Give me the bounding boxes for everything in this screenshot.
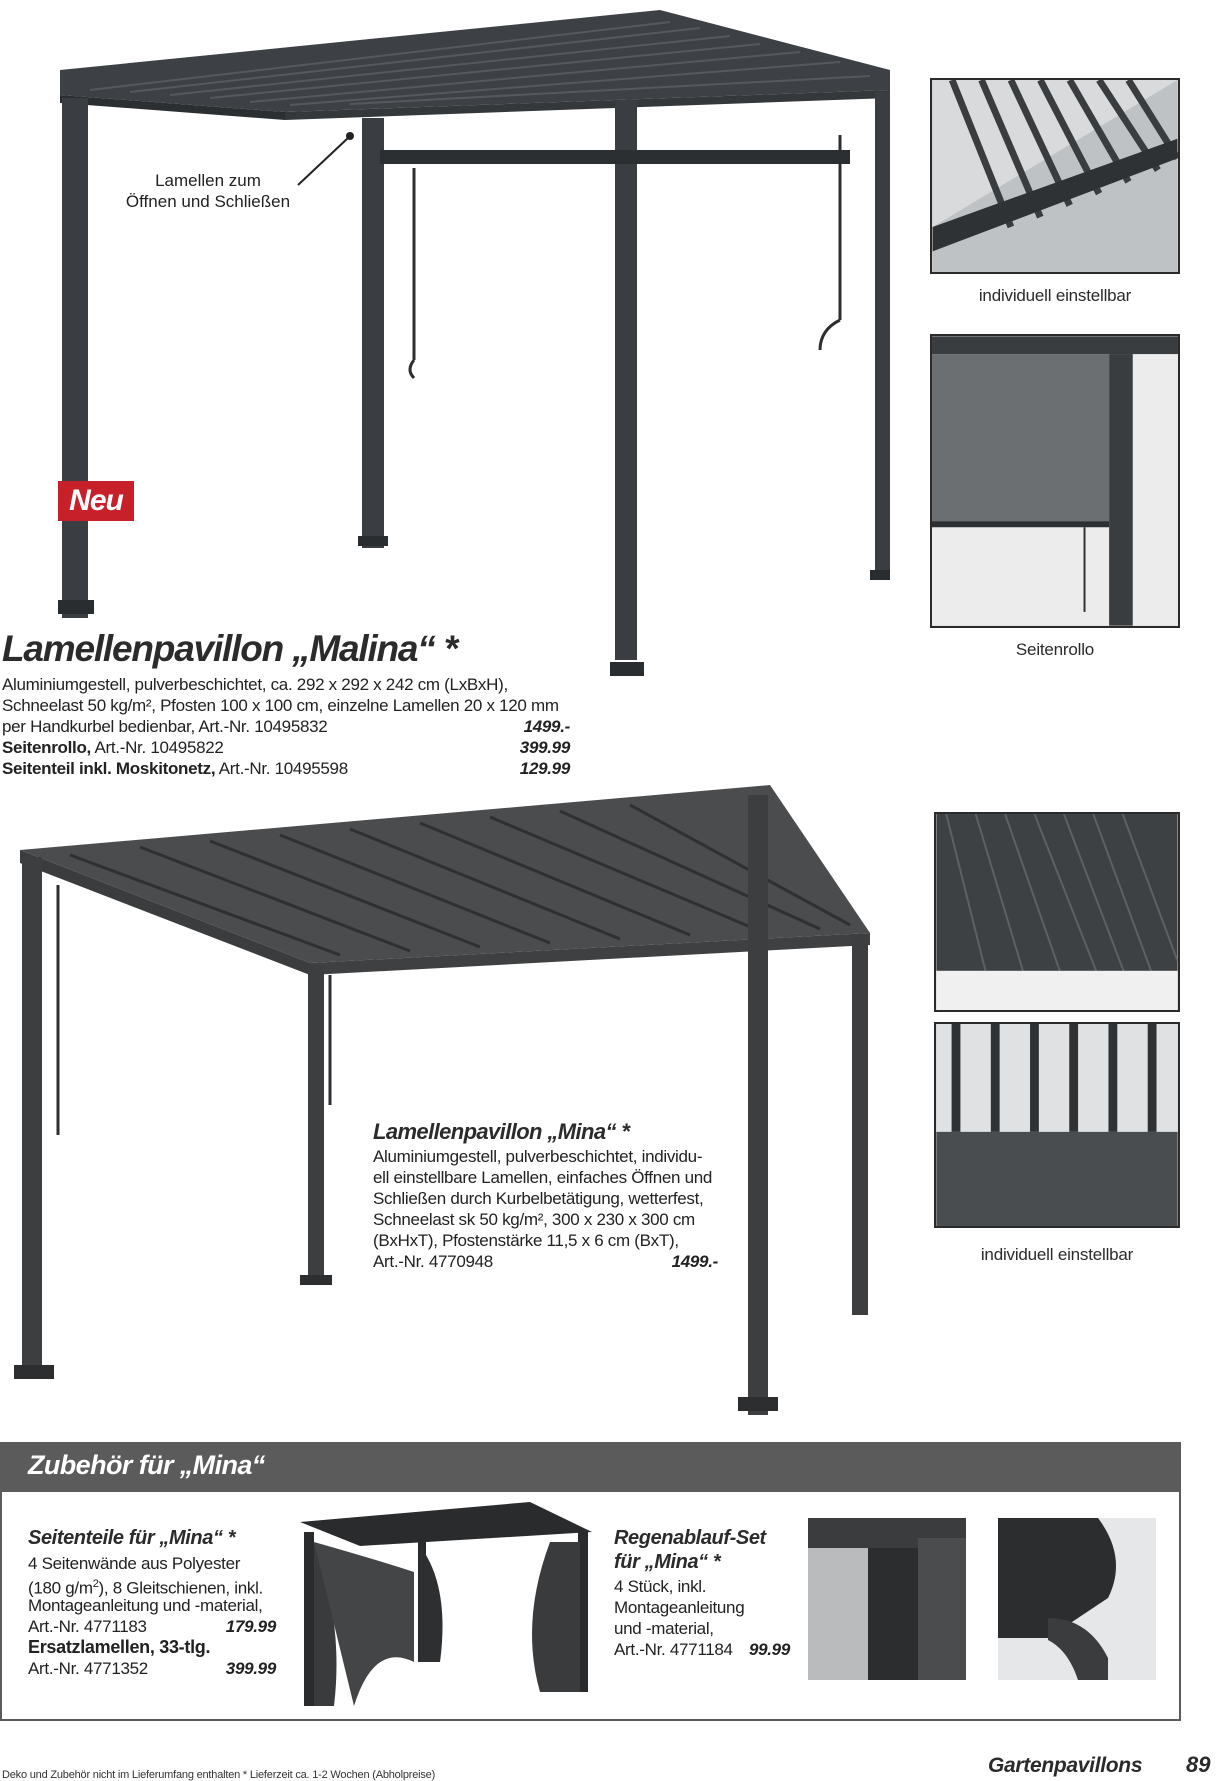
seitenrollo-label: Seitenrollo, — [2, 738, 91, 757]
malina-price: 1499.- — [523, 717, 570, 736]
seitenteil-art: Art.-Nr. 10495598 — [215, 759, 348, 778]
regenablauf-title-2: für „Mina“ * — [614, 1551, 721, 1573]
mina-pavilion-photo — [10, 785, 870, 1425]
seitenteile-line-2 — [28, 1574, 276, 1598]
malina-price-row — [2, 716, 570, 737]
regenablauf-line-1: 4 Stück, inkl. — [614, 1577, 707, 1596]
malina-thumb1-caption: individuell einstellbar — [978, 286, 1132, 305]
malina-art-nr: per Handkurbel bedienbar, Art.-Nr. 10495832 — [2, 717, 328, 736]
mina-louvre-closeup-photo-1 — [934, 812, 1180, 1012]
mina-price: 1499.- — [671, 1252, 718, 1271]
regenablauf-price: 99.99 — [748, 1640, 790, 1659]
malina-desc-line-1: Aluminiumgestell, pulverbeschichtet, ca. 292 x 292 x 242 cm (LxBxH), — [2, 675, 508, 694]
callout-line-1: Lamellen zum — [155, 171, 261, 190]
seitenteil-row — [2, 758, 570, 779]
ersatzlamellen-price-row — [28, 1658, 276, 1679]
regenablauf-line-2: Montageanleitung — [614, 1598, 745, 1617]
mina-desc-line-1: Aluminiumgestell, pulverbeschichtet, individu- — [373, 1147, 703, 1166]
callout-line-2: Öffnen und Schließen — [125, 192, 291, 211]
mina-price-row — [373, 1251, 718, 1272]
malina-louvre-closeup-photo — [930, 78, 1180, 274]
seitenteil-label: Seitenteil inkl. Moskitonetz, — [2, 759, 216, 778]
mina-description — [373, 1146, 718, 1272]
mina-desc-line-4: Schneelast sk 50 kg/m², 300 x 230 x 300 cm — [373, 1210, 695, 1229]
seitenteil-price: 129.99 — [519, 759, 570, 778]
seitenteile-title: Seitenteile für „Mina“ * — [28, 1527, 236, 1549]
seitenteile-line-1: 4 Seitenwände aus Polyester — [28, 1554, 241, 1573]
regenablauf-photo-2 — [998, 1518, 1156, 1680]
seitenrollo-row — [2, 737, 570, 758]
malina-desc-line-2: Schneelast 50 kg/m², Pfosten 100 x 100 cm, einzelne Lamellen 20 x 120 mm — [2, 696, 559, 715]
seitenteile-art: Art.-Nr. 4771183 — [28, 1617, 147, 1636]
mina-desc-line-3: Schließen durch Kurbelbetätigung, wetterfest, — [373, 1189, 704, 1208]
mina-desc-line-2: ell einstellbare Lamellen, einfaches Öffnen und — [373, 1168, 713, 1187]
ersatzlamellen-art: Art.-Nr. 4771352 — [28, 1659, 148, 1678]
mina-thumb-caption: individuell einstellbar — [980, 1245, 1134, 1264]
ersatzlamellen-title: Ersatzlamellen, 33-tlg. — [28, 1637, 211, 1657]
regenablauf-description — [614, 1576, 790, 1660]
seitenteile-line-3: Montageanleitung und -material, — [28, 1596, 263, 1615]
malina-side-rollo-photo — [930, 334, 1180, 628]
malina-thumb2-caption: Seitenrollo — [1015, 640, 1095, 659]
regenablauf-price-row — [614, 1639, 790, 1660]
regenablauf-title-1: Regenablauf-Set — [614, 1527, 766, 1549]
seitenteile-line-2a: (180 g/m — [28, 1578, 93, 1598]
footer-section-title: Gartenpavillons — [988, 1754, 1143, 1777]
regenablauf-photo-1 — [808, 1518, 966, 1680]
seitenteile-price: 179.99 — [225, 1617, 276, 1636]
accessories-title: Zubehör für „Mina“ — [28, 1450, 265, 1480]
seitenrollo-art: Art.-Nr. 10495822 — [90, 738, 224, 757]
seitenteile-line-2-sup: 2 — [92, 1578, 99, 1590]
new-badge: Neu — [58, 481, 134, 521]
footer-note: Deko und Zubehör nicht im Lieferumfang enthalten * Lieferzeit ca. 1-2 Wochen (Abholpreise) — [2, 1769, 436, 1781]
regenablauf-art: Art.-Nr. 4771184 — [614, 1640, 733, 1659]
malina-title: Lamellenpavillon „Malina“ * — [2, 628, 457, 669]
malina-callout-label — [108, 170, 308, 212]
seitenteile-description — [28, 1553, 276, 1679]
mina-title: Lamellenpavillon „Mina“ * — [373, 1119, 630, 1144]
seitenteile-line-2b: ), 8 Gleitschienen, inkl. — [98, 1578, 263, 1598]
malina-pavilion-photo — [30, 0, 890, 690]
regenablauf-line-3: und -material, — [614, 1619, 714, 1638]
mina-art-nr: Art.-Nr. 4770948 — [373, 1252, 493, 1271]
ersatzlamellen-price: 399.99 — [225, 1659, 276, 1678]
mina-louvre-closeup-photo-2 — [934, 1022, 1180, 1228]
mina-desc-line-5: (BxHxT), Pfostenstärke 11,5 x 6 cm (BxT), — [373, 1231, 679, 1250]
page-number: 89 — [1186, 1752, 1211, 1777]
seitenteile-price-row — [28, 1616, 276, 1637]
seitenrollo-price: 399.99 — [519, 738, 570, 757]
malina-description — [2, 674, 570, 779]
seitenteile-photo — [300, 1502, 592, 1706]
